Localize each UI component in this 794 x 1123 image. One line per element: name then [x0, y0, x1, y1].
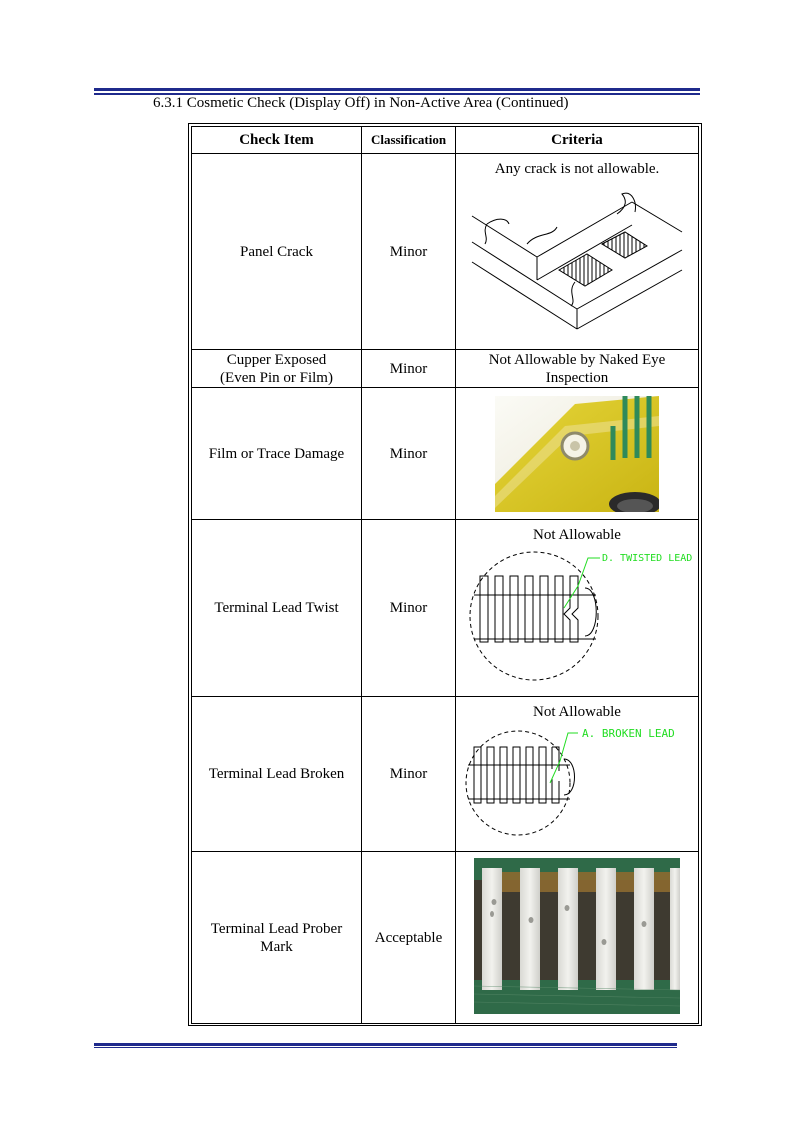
classification-cell: Minor	[362, 520, 456, 697]
check-item-cell: Terminal Lead Twist	[192, 520, 362, 697]
criteria-text: Not Allowable	[533, 527, 621, 543]
table-row	[192, 350, 699, 388]
table-header-row	[192, 127, 699, 154]
table-row	[192, 388, 699, 520]
broken-lead-figure	[460, 725, 696, 841]
criteria-cell	[456, 852, 699, 1024]
criteria-cell	[456, 388, 699, 520]
classification-cell: Minor	[362, 154, 456, 350]
cosmetic-check-table	[188, 123, 702, 1026]
header-check-item: Check Item	[192, 127, 362, 154]
film-damage-photo	[495, 396, 659, 512]
twisted-lead-figure	[460, 548, 696, 682]
header-classification: Classification	[362, 127, 456, 154]
criteria-text: Not Allowable	[533, 704, 621, 720]
check-item-cell: Panel Crack	[192, 154, 362, 350]
prober-mark-photo	[474, 858, 680, 1014]
table-row	[192, 852, 699, 1024]
table-row	[192, 697, 699, 852]
header-criteria: Criteria	[456, 127, 699, 154]
check-item-cell: Film or Trace Damage	[192, 388, 362, 520]
table-row	[192, 154, 699, 350]
footer-rule	[94, 1043, 677, 1048]
classification-cell: Minor	[362, 697, 456, 852]
classification-cell: Acceptable	[362, 852, 456, 1024]
check-item-cell: Terminal Lead Prober Mark	[192, 852, 362, 1024]
check-item-cell: Terminal Lead Broken	[192, 697, 362, 852]
panel-crack-figure	[467, 182, 687, 332]
table-row	[192, 520, 699, 697]
criteria-cell	[456, 697, 699, 852]
section-title: 6.3.1 Cosmetic Check (Display Off) in Non-Active Area (Continued)	[153, 95, 569, 111]
twisted-lead-label: D. TWISTED LEAD	[602, 553, 693, 564]
criteria-cell	[456, 520, 699, 697]
broken-lead-label: A. BROKEN LEAD	[582, 727, 675, 740]
header-rule	[94, 88, 700, 95]
criteria-text: Any crack is not allowable.	[494, 161, 660, 177]
criteria-cell: Not Allowable by Naked Eye Inspection	[456, 350, 699, 388]
check-item-cell: Cupper Exposed (Even Pin or Film)	[192, 350, 362, 388]
criteria-cell	[456, 154, 699, 350]
classification-cell: Minor	[362, 350, 456, 388]
classification-cell: Minor	[362, 388, 456, 520]
